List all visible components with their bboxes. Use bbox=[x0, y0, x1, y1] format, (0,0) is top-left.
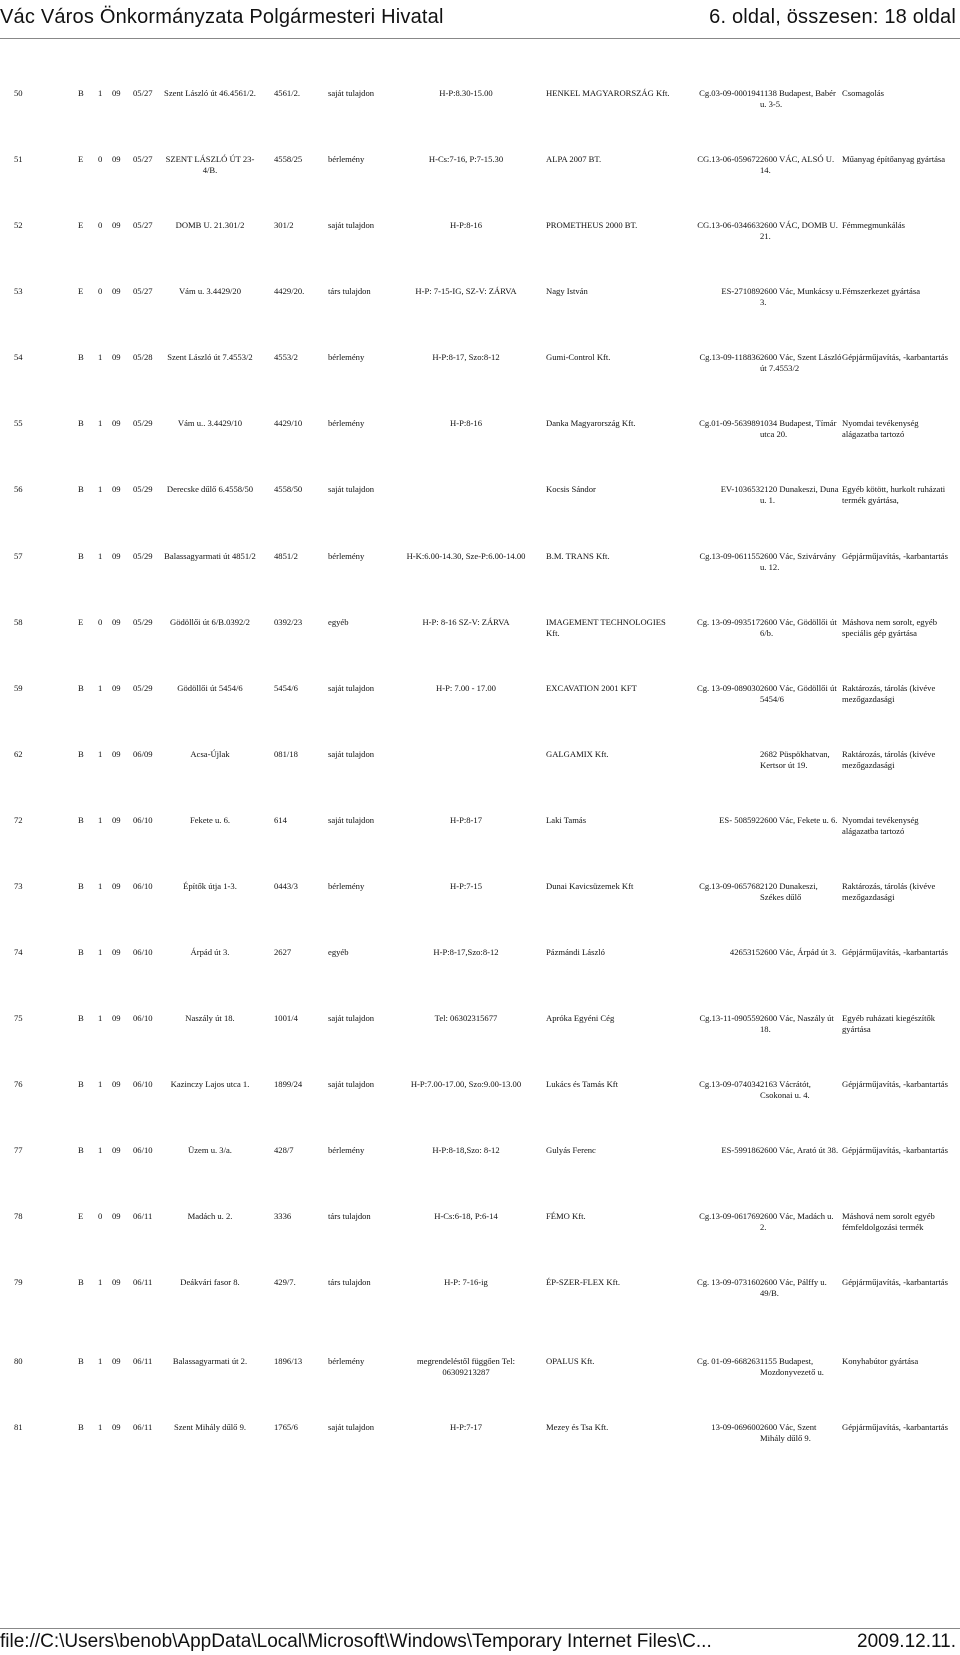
site-address: Naszály út 18. bbox=[185, 1013, 235, 1023]
date: 05/27 bbox=[133, 286, 153, 296]
flag-a: 1 bbox=[98, 1277, 103, 1287]
flag-a: 1 bbox=[98, 1013, 103, 1023]
opening-hours: H-Cs:7-16, P:7-15.30 bbox=[428, 154, 504, 164]
date: 05/29 bbox=[133, 683, 153, 693]
table-row bbox=[0, 815, 960, 881]
table-row bbox=[0, 88, 960, 154]
site-address: Gödöllői út 6/B.0392/2 bbox=[170, 617, 250, 627]
company-name: FÉMO Kft. bbox=[546, 1211, 586, 1221]
registration-number: CG.13-06-059672 bbox=[697, 154, 760, 164]
page-footer bbox=[0, 1628, 960, 1655]
opening-hours: H-K:6.00-14.30, Sze-P:6.00-14.00 bbox=[406, 551, 526, 561]
usage-type: társ tulajdon bbox=[328, 286, 371, 296]
site-address: Deákvári fasor 8. bbox=[180, 1277, 240, 1287]
company-name: Nagy István bbox=[546, 286, 588, 296]
parcel-number: 4851/2 bbox=[274, 551, 298, 561]
site-address: Derecske dűlő 6.4558/50 bbox=[166, 484, 254, 494]
usage-type: saját tulajdon bbox=[328, 815, 375, 825]
site-address: Acsa-Újlak bbox=[190, 749, 230, 759]
parcel-number: 081/18 bbox=[274, 749, 298, 759]
table-row bbox=[0, 1277, 960, 1343]
activity: Egyéb kötött, hurkolt ruházati termék gyártása, bbox=[842, 484, 946, 505]
category: E bbox=[78, 220, 84, 230]
category: B bbox=[78, 749, 84, 759]
registration-number: ES-599186 bbox=[721, 1145, 760, 1155]
usage-type: bérlemény bbox=[328, 352, 365, 362]
flag-b: 09 bbox=[112, 1013, 121, 1023]
date: 05/29 bbox=[133, 617, 153, 627]
company-seat: 2600 Vác, Naszály út 18. bbox=[760, 1013, 834, 1034]
usage-type: bérlemény bbox=[328, 881, 365, 891]
table-row bbox=[0, 154, 960, 220]
registration-number: Cg.13-11-090559 bbox=[699, 1013, 760, 1023]
registration-number: Cg. 13-09-093517 bbox=[696, 617, 760, 627]
opening-hours: H-P: 7-16-ig bbox=[444, 1277, 488, 1287]
activity: Gépjárműjavítás, -karbantartás bbox=[842, 551, 948, 561]
company-name: Mezey és Tsa Kft. bbox=[546, 1422, 609, 1432]
category: B bbox=[78, 881, 84, 891]
site-address: Vám u.. 3.4429/10 bbox=[177, 418, 243, 428]
company-name: Dunai Kavicsüzemek Kft bbox=[546, 881, 634, 891]
flag-a: 1 bbox=[98, 881, 103, 891]
usage-type: saját tulajdon bbox=[328, 484, 375, 494]
flag-b: 09 bbox=[112, 220, 121, 230]
date: 06/11 bbox=[133, 1356, 153, 1366]
opening-hours: H-P:8.30-15.00 bbox=[439, 88, 493, 98]
flag-a: 1 bbox=[98, 551, 103, 561]
category: B bbox=[78, 1013, 84, 1023]
parcel-number: 0392/23 bbox=[274, 617, 303, 627]
activity: Gépjárműjavítás, -karbantartás bbox=[842, 352, 948, 362]
registration-number: Cg.13-09-061769 bbox=[699, 1211, 760, 1221]
date: 06/10 bbox=[133, 947, 153, 957]
parcel-number: 1899/24 bbox=[274, 1079, 303, 1089]
activity: Máshova nem sorolt, egyéb speciális gép gyártása bbox=[842, 617, 937, 638]
parcel-number: 1001/4 bbox=[274, 1013, 298, 1023]
page-info: 6. oldal, összesen: 18 oldal bbox=[709, 6, 956, 28]
activity: Raktározás, tárolás (kivéve mezőgazdasági bbox=[842, 749, 936, 770]
site-address: SZENT LÁSZLÓ ÚT 23-4/B. bbox=[165, 154, 255, 175]
company-seat: 2600 Vác, Árpád út 3. bbox=[760, 947, 837, 957]
company-seat: 2120 Dunakeszi, Székes dűlő bbox=[760, 881, 818, 902]
site-address: Vám u. 3.4429/20 bbox=[178, 286, 242, 296]
registration-number: Cg.13-09-074034 bbox=[699, 1079, 760, 1089]
opening-hours: H-P:8-17,Szo:8-12 bbox=[433, 947, 499, 957]
table-row bbox=[0, 617, 960, 683]
flag-a: 1 bbox=[98, 352, 103, 362]
parcel-number: 4561/2. bbox=[274, 88, 301, 98]
date: 05/28 bbox=[133, 352, 153, 362]
opening-hours: H-P:8-16 bbox=[450, 220, 482, 230]
flag-b: 09 bbox=[112, 154, 121, 164]
table-row bbox=[0, 683, 960, 749]
company-name: Apróka Egyéni Cég bbox=[546, 1013, 615, 1023]
flag-a: 0 bbox=[98, 1211, 103, 1221]
row-number: 76 bbox=[14, 1079, 23, 1089]
company-seat: 2600 Vác, Gödöllői út 6/b. bbox=[760, 617, 837, 638]
flag-a: 0 bbox=[98, 154, 103, 164]
company-seat: 2600 Vác, Szivárvány u. 12. bbox=[760, 551, 836, 572]
category: E bbox=[78, 154, 84, 164]
date: 05/27 bbox=[133, 220, 153, 230]
company-name: ALPA 2007 BT. bbox=[546, 154, 602, 164]
table-row bbox=[0, 947, 960, 1013]
row-number: 79 bbox=[14, 1277, 23, 1287]
company-name: EXCAVATION 2001 KFT bbox=[546, 683, 637, 693]
flag-b: 09 bbox=[112, 947, 121, 957]
date: 05/29 bbox=[133, 551, 153, 561]
parcel-number: 614 bbox=[274, 815, 287, 825]
activity: Gépjárműjavítás, -karbantartás bbox=[842, 1145, 948, 1155]
opening-hours: megrendeléstől függően Tel: 06309213287 bbox=[416, 1356, 516, 1377]
parcel-number: 428/7 bbox=[274, 1145, 294, 1155]
site-address: Szent László út 7.4553/2 bbox=[167, 352, 253, 362]
flag-a: 0 bbox=[98, 220, 103, 230]
parcel-number: 429/7. bbox=[274, 1277, 296, 1287]
file-path: file://C:\Users\benob\AppData\Local\Microsoft\Windows\Temporary Internet Files\C... bbox=[0, 1631, 712, 1652]
parcel-number: 1765/6 bbox=[274, 1422, 298, 1432]
parcel-number: 4558/25 bbox=[274, 154, 303, 164]
usage-type: egyéb bbox=[328, 617, 349, 627]
category: B bbox=[78, 1356, 84, 1366]
category: E bbox=[78, 617, 84, 627]
company-seat: 2600 Vác, Gödöllői út 5454/6 bbox=[760, 683, 837, 704]
opening-hours: H-P:8-17, Szo:8-12 bbox=[432, 352, 500, 362]
registration-number: Cg.13-09-061155 bbox=[699, 551, 760, 561]
registration-number: Cg.01-09-563989 bbox=[699, 418, 760, 428]
row-number: 75 bbox=[14, 1013, 23, 1023]
table-row bbox=[0, 352, 960, 418]
date: 06/11 bbox=[133, 1422, 153, 1432]
registration-number: ES-271089 bbox=[721, 286, 760, 296]
row-number: 72 bbox=[14, 815, 23, 825]
usage-type: bérlemény bbox=[328, 154, 365, 164]
usage-type: saját tulajdon bbox=[328, 1013, 375, 1023]
flag-b: 09 bbox=[112, 815, 121, 825]
usage-type: saját tulajdon bbox=[328, 1422, 375, 1432]
company-seat: 2600 VÁC, ALSÓ U. 14. bbox=[760, 154, 835, 175]
row-number: 52 bbox=[14, 220, 23, 230]
parcel-number: 4553/2 bbox=[274, 352, 298, 362]
category: E bbox=[78, 1211, 84, 1221]
category: B bbox=[78, 88, 84, 98]
activity: Egyéb ruházati kiegészítők gyártása bbox=[842, 1013, 936, 1034]
opening-hours: H-P: 8-16 SZ-V: ZÁRVA bbox=[422, 617, 510, 627]
flag-a: 1 bbox=[98, 1145, 103, 1155]
category: E bbox=[78, 286, 84, 296]
flag-b: 09 bbox=[112, 352, 121, 362]
category: B bbox=[78, 352, 84, 362]
row-number: 77 bbox=[14, 1145, 23, 1155]
opening-hours: H-P:8-16 bbox=[450, 418, 482, 428]
activity: Nyomdai tevékenység alágazatba tartozó bbox=[842, 418, 919, 439]
registration-number: 4265315 bbox=[729, 947, 760, 957]
table-row bbox=[0, 749, 960, 815]
activity: Konyhabútor gyártása bbox=[842, 1356, 919, 1366]
site-address: Balassagyarmati út 4851/2 bbox=[164, 551, 256, 561]
parcel-number: 4429/10 bbox=[274, 418, 303, 428]
usage-type: saját tulajdon bbox=[328, 88, 375, 98]
site-address: Árpád út 3. bbox=[190, 947, 230, 957]
date: 06/10 bbox=[133, 1013, 153, 1023]
table-row bbox=[0, 1211, 960, 1277]
table-row bbox=[0, 1013, 960, 1079]
company-seat: 2600 Vác, Szent László út 7.4553/2 bbox=[760, 352, 842, 373]
page-header bbox=[0, 0, 960, 39]
date: 05/27 bbox=[133, 88, 153, 98]
date: 06/10 bbox=[133, 1079, 153, 1089]
row-number: 78 bbox=[14, 1211, 23, 1221]
site-address: Balassagyarmati út 2. bbox=[172, 1356, 248, 1366]
flag-b: 09 bbox=[112, 286, 121, 296]
row-number: 59 bbox=[14, 683, 23, 693]
date: 06/09 bbox=[133, 749, 153, 759]
row-number: 57 bbox=[14, 551, 23, 561]
table-row bbox=[0, 881, 960, 947]
company-name: HENKEL MAGYARORSZÁG Kft. bbox=[546, 88, 670, 98]
table-row bbox=[0, 1145, 960, 1211]
flag-b: 09 bbox=[112, 1277, 121, 1287]
flag-b: 09 bbox=[112, 418, 121, 428]
category: B bbox=[78, 551, 84, 561]
activity: Máshová nem sorolt egyéb fémfeldolgozási termék bbox=[842, 1211, 935, 1232]
date: 05/27 bbox=[133, 154, 153, 164]
site-address: Fekete u. 6. bbox=[189, 815, 231, 825]
category: B bbox=[78, 484, 84, 494]
date: 06/11 bbox=[133, 1277, 153, 1287]
registration-number: ES- 508592 bbox=[719, 815, 760, 825]
company-seat: 1034 Budapest, Tímár utca 20. bbox=[760, 418, 837, 439]
company-name: Laki Tamás bbox=[546, 815, 587, 825]
usage-type: saját tulajdon bbox=[328, 683, 375, 693]
category: B bbox=[78, 947, 84, 957]
row-number: 50 bbox=[14, 88, 23, 98]
usage-type: saját tulajdon bbox=[328, 220, 375, 230]
print-date: 2009.12.11. bbox=[857, 1631, 956, 1652]
usage-type: bérlemény bbox=[328, 1145, 365, 1155]
company-seat: 2600 Vác, Szent Mihály dűlő 9. bbox=[760, 1422, 817, 1443]
flag-b: 09 bbox=[112, 1211, 121, 1221]
flag-a: 1 bbox=[98, 88, 103, 98]
flag-a: 1 bbox=[98, 1079, 103, 1089]
table-row bbox=[0, 484, 960, 550]
company-seat: 1138 Budapest, Babér u. 3-5. bbox=[760, 88, 836, 109]
flag-a: 1 bbox=[98, 749, 103, 759]
flag-b: 09 bbox=[112, 881, 121, 891]
company-seat: 2600 Vác, Madách u. 2. bbox=[760, 1211, 834, 1232]
usage-type: bérlemény bbox=[328, 418, 365, 428]
parcel-number: 301/2 bbox=[274, 220, 294, 230]
activity: Csomagolás bbox=[842, 88, 885, 98]
table-row bbox=[0, 1356, 960, 1422]
row-number: 73 bbox=[14, 881, 23, 891]
flag-b: 09 bbox=[112, 551, 121, 561]
activity: Nyomdai tevékenység alágazatba tartozó bbox=[842, 815, 919, 836]
site-address: Építők útja 1-3. bbox=[183, 881, 237, 891]
opening-hours: H-P:8-17 bbox=[450, 815, 482, 825]
usage-type: saját tulajdon bbox=[328, 1079, 375, 1089]
registration-number: Cg.13-09-065768 bbox=[699, 881, 760, 891]
parcel-number: 4429/20. bbox=[274, 286, 305, 296]
activity: Raktározás, tárolás (kivéve mezőgazdasági bbox=[842, 881, 936, 902]
opening-hours: Tel: 06302315677 bbox=[434, 1013, 498, 1023]
parcel-number: 3336 bbox=[274, 1211, 292, 1221]
row-number: 80 bbox=[14, 1356, 23, 1366]
activity: Raktározás, tárolás (kivéve mezőgazdasági bbox=[842, 683, 936, 704]
row-number: 74 bbox=[14, 947, 23, 957]
site-address: Kazinczy Lajos utca 1. bbox=[170, 1079, 250, 1089]
company-seat: 2600 Vác, Pálffy u. 49/B. bbox=[760, 1277, 827, 1298]
flag-b: 09 bbox=[112, 1145, 121, 1155]
site-address: DOMB U. 21.301/2 bbox=[175, 220, 245, 230]
table-row bbox=[0, 220, 960, 286]
site-address: Szent László út 46.4561/2. bbox=[164, 88, 256, 98]
company-name: OPALUS Kft. bbox=[546, 1356, 595, 1366]
company-seat: 2600 Vác, Fekete u. 6. bbox=[760, 815, 838, 825]
usage-type: bérlemény bbox=[328, 1356, 365, 1366]
category: B bbox=[78, 815, 84, 825]
company-name: ÉP-SZER-FLEX Kft. bbox=[546, 1277, 620, 1287]
registration-number: EV-103653 bbox=[720, 484, 760, 494]
company-name: Danka Magyarország Kft. bbox=[546, 418, 636, 428]
flag-a: 0 bbox=[98, 617, 103, 627]
row-number: 54 bbox=[14, 352, 23, 362]
activity: Gépjárműjavítás, -karbantartás bbox=[842, 1277, 948, 1287]
date: 06/11 bbox=[133, 1211, 153, 1221]
company-name: B.M. TRANS Kft. bbox=[546, 551, 610, 561]
company-seat: 2600 VÁC, DOMB U. 21. bbox=[760, 220, 838, 241]
registration-number: Cg. 01-09-668263 bbox=[696, 1356, 760, 1366]
company-name: Gumi-Control Kft. bbox=[546, 352, 611, 362]
flag-b: 09 bbox=[112, 617, 121, 627]
activity: Gépjárműjavítás, -karbantartás bbox=[842, 1079, 948, 1089]
company-seat: 1155 Budapest, Mozdonyvezető u. bbox=[760, 1356, 824, 1377]
activity: Fémszerkezet gyártása bbox=[842, 286, 921, 296]
activity: Műanyag építőanyag gyártása bbox=[842, 154, 946, 164]
company-seat: 2163 Vácrátót, Csokonai u. 4. bbox=[760, 1079, 811, 1100]
site-address: Üzem u. 3/a. bbox=[188, 1145, 232, 1155]
flag-b: 09 bbox=[112, 484, 121, 494]
activity: Gépjárműjavítás, -karbantartás bbox=[842, 1422, 948, 1432]
date: 06/10 bbox=[133, 815, 153, 825]
category: B bbox=[78, 683, 84, 693]
registration-number: Cg.13-09-118836 bbox=[699, 352, 760, 362]
document-title: Vác Város Önkormányzata Polgármesteri Hivatal bbox=[0, 6, 444, 28]
company-name: PROMETHEUS 2000 BT. bbox=[546, 220, 638, 230]
usage-type: társ tulajdon bbox=[328, 1277, 371, 1287]
parcel-number: 5454/6 bbox=[274, 683, 298, 693]
flag-a: 1 bbox=[98, 815, 103, 825]
activity: Fémmegmunkálás bbox=[842, 220, 906, 230]
company-seat: 2600 Vác, Arató út 38. bbox=[760, 1145, 839, 1155]
row-number: 53 bbox=[14, 286, 23, 296]
table-row bbox=[0, 1079, 960, 1145]
row-number: 62 bbox=[14, 749, 23, 759]
date: 05/29 bbox=[133, 484, 153, 494]
opening-hours: H-P:7-17 bbox=[450, 1422, 482, 1432]
opening-hours: H-Cs:6-18, P:6-14 bbox=[434, 1211, 498, 1221]
flag-a: 1 bbox=[98, 484, 103, 494]
registration-number: CG.13-06-034663 bbox=[697, 220, 760, 230]
parcel-number: 0443/3 bbox=[274, 881, 298, 891]
date: 05/29 bbox=[133, 418, 153, 428]
flag-b: 09 bbox=[112, 749, 121, 759]
parcel-number: 1896/13 bbox=[274, 1356, 303, 1366]
parcel-number: 2627 bbox=[274, 947, 292, 957]
table-row bbox=[0, 551, 960, 617]
flag-a: 1 bbox=[98, 1422, 103, 1432]
registration-number: Cg. 13-09-073160 bbox=[696, 1277, 760, 1287]
opening-hours: H-P:7-15 bbox=[450, 881, 482, 891]
flag-a: 1 bbox=[98, 418, 103, 428]
opening-hours: H-P:7.00-17.00, Szo:9.00-13.00 bbox=[410, 1079, 522, 1089]
flag-b: 09 bbox=[112, 1422, 121, 1432]
site-address: Gödöllői út 5454/6 bbox=[177, 683, 243, 693]
usage-type: saját tulajdon bbox=[328, 749, 375, 759]
table-row bbox=[0, 286, 960, 352]
category: B bbox=[78, 1422, 84, 1432]
row-number: 55 bbox=[14, 418, 23, 428]
registration-number: Cg. 13-09-089030 bbox=[696, 683, 760, 693]
company-seat: 2682 Püspökhatvan, Kertsor út 19. bbox=[760, 749, 830, 770]
date: 06/10 bbox=[133, 1145, 153, 1155]
company-seat: 2120 Dunakeszi, Duna u. 1. bbox=[760, 484, 839, 505]
registration-number: 13-09-069600 bbox=[711, 1422, 760, 1432]
category: B bbox=[78, 418, 84, 428]
date: 06/10 bbox=[133, 881, 153, 891]
registration-number: Cg.03-09-000194 bbox=[699, 88, 760, 98]
usage-type: egyéb bbox=[328, 947, 349, 957]
flag-b: 09 bbox=[112, 88, 121, 98]
row-number: 51 bbox=[14, 154, 23, 164]
row-number: 81 bbox=[14, 1422, 23, 1432]
company-name: Kocsis Sándor bbox=[546, 484, 596, 494]
usage-type: bérlemény bbox=[328, 551, 365, 561]
site-address: Szent Mihály dűlő 9. bbox=[173, 1422, 247, 1432]
row-number: 58 bbox=[14, 617, 23, 627]
table-row bbox=[0, 1422, 960, 1488]
opening-hours: H-P: 7.00 - 17.00 bbox=[436, 683, 496, 693]
category: B bbox=[78, 1079, 84, 1089]
company-seat: 2600 Vác, Munkácsy u. 3. bbox=[760, 286, 842, 307]
table-row bbox=[0, 418, 960, 484]
flag-a: 0 bbox=[98, 286, 103, 296]
opening-hours: H-P: 7-15-IG, SZ-V: ZÁRVA bbox=[415, 286, 517, 296]
company-name: Gulyás Ferenc bbox=[546, 1145, 596, 1155]
category: B bbox=[78, 1145, 84, 1155]
company-name: GALGAMIX Kft. bbox=[546, 749, 609, 759]
flag-b: 09 bbox=[112, 1356, 121, 1366]
flag-a: 1 bbox=[98, 683, 103, 693]
flag-b: 09 bbox=[112, 1079, 121, 1089]
category: B bbox=[78, 1277, 84, 1287]
flag-a: 1 bbox=[98, 947, 103, 957]
company-name: Pázmándi László bbox=[546, 947, 605, 957]
usage-type: társ tulajdon bbox=[328, 1211, 371, 1221]
flag-b: 09 bbox=[112, 683, 121, 693]
activity: Gépjárműjavítás, -karbantartás bbox=[842, 947, 948, 957]
site-address: Madách u. 2. bbox=[187, 1211, 233, 1221]
parcel-number: 4558/50 bbox=[274, 484, 303, 494]
company-name: IMAGEMENT TECHNOLOGIES Kft. bbox=[546, 617, 666, 638]
opening-hours: H-P:8-18,Szo: 8-12 bbox=[432, 1145, 500, 1155]
company-name: Lukács és Tamás Kft bbox=[546, 1079, 619, 1089]
flag-a: 1 bbox=[98, 1356, 103, 1366]
row-number: 56 bbox=[14, 484, 23, 494]
